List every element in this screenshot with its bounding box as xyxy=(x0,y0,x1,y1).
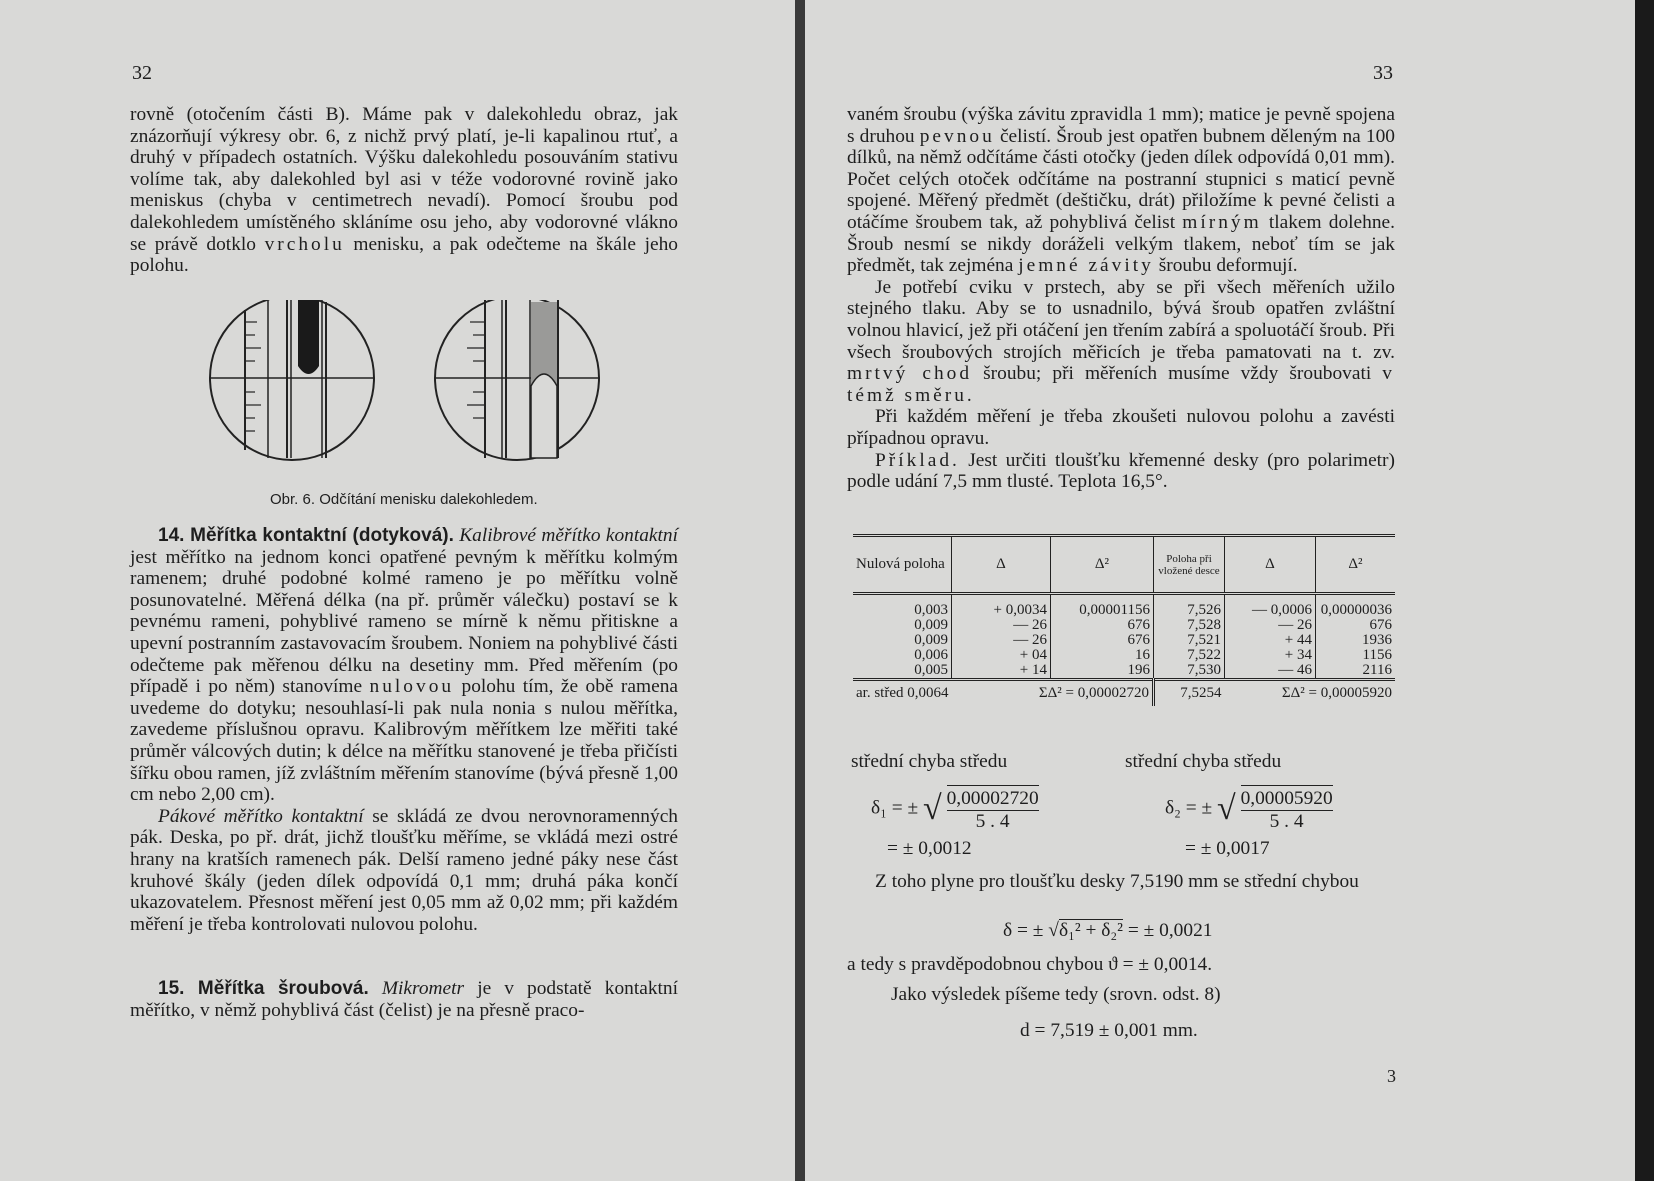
summary-cell: ar. střed 0,0064 xyxy=(856,684,949,701)
figure-mercury xyxy=(210,300,374,460)
table-summary-row xyxy=(853,680,1395,706)
table-row xyxy=(853,633,1395,648)
probable-error-text: a tedy s pravděpodobnou chybou ϑ = ± 0,0014. xyxy=(847,954,1213,975)
table-cell: 196 xyxy=(1050,663,1153,680)
table-cell: 676 xyxy=(1315,618,1395,633)
page-number-left: 32 xyxy=(132,62,152,84)
col-header: Nulová poloha xyxy=(856,556,945,572)
table-row xyxy=(853,663,1395,680)
section-15: 15. Měřítka šroubová. Mikrometr je v podstatě kontaktní měřítko, v němž pohyblivá část (čelist) je na přesně praco- xyxy=(130,978,678,1021)
table-cell: 676 xyxy=(1050,633,1153,648)
table-cell: 0,009 xyxy=(914,617,948,633)
table-row xyxy=(853,594,1395,619)
delta1-result: = ± 0,0012 xyxy=(887,838,972,859)
col-header: Δ xyxy=(1224,536,1315,594)
summary-cell: 7,5254 xyxy=(1180,684,1222,701)
table-cell: 1936 xyxy=(1315,633,1395,648)
table-cell: 0,005 xyxy=(914,662,948,678)
table-cell: 7,522 xyxy=(1153,648,1224,663)
table-cell: 16 xyxy=(1050,648,1153,663)
table-cell: + 44 xyxy=(1224,633,1315,648)
col-header: Poloha při vložené desce xyxy=(1153,536,1224,594)
section-14-title: 14. Měřítka kontaktní (dotyková). xyxy=(158,525,454,546)
book-gutter xyxy=(795,0,805,1181)
summary-cell: ΣΔ² = 0,00002720 xyxy=(951,680,1153,706)
delta2-result: = ± 0,0017 xyxy=(1185,838,1270,859)
table-cell: 7,521 xyxy=(1153,633,1224,648)
table-cell: + 34 xyxy=(1224,648,1315,663)
right-text-top: vaném šroubu (výška závitu zpravidla 1 mm); matice je pevně spojena s druhou pevnou čelistí. Šroub jest opatřen bubnem děleným na 100 dílků, na němž odčítáme části otočky (jeden dílek odpovídá 0,01 mm). Počet celých otoček odčítáme na postranní stupnici s maticí pevně spojené. Měřený předmět (deštičku, drát) přiložíme k pevné čelisti a otáčíme šroubem tak, až pohyblivá čelist mírným tlakem dolehne. Šroub nesmí se nikdy doráželi velkým tlakem, neboť tím se jak předmět, tak zejména jemné závity šroubu deformují. Je potřebí cviku v prstech, aby se při všech měřeních užilo stejného tlaku. Aby se to usnadnilo, bývá šroub opatřen zvláštní volnou hlavicí, jež při otáčení jen třením zabírá a spoluotáčí šroub. Při všech šroubových strojích měřicích je třeba pamatovati na t. zv. mrtvý chod šroubu; při měřeních musíme vždy šroubovati v témž směru. Při každém měření je třeba zkoušeti nulovou polohu a zavésti případnou opravu. Příklad. Jest určiti tloušťku křemenné desky (pro polarimetr) podle udání 7,5 mm tlusté. Teplota 16,5°. xyxy=(847,104,1395,493)
delta2-formula: δ₂ = ± √ $\frac{0,00005920}{5 . 4}$ xyxy=(1165,785,1333,833)
table-cell: 0,00000036 xyxy=(1315,594,1395,619)
error-label-2: střední chyba středu xyxy=(1125,751,1282,772)
table-header-row xyxy=(853,536,1395,594)
combined-error-formula: δ = ± √δ₁² + δ₂² = ± 0,0021 xyxy=(1003,920,1213,941)
table-cell: + 04 xyxy=(951,648,1050,663)
meniscus-figure xyxy=(205,300,605,475)
table-cell: 676 xyxy=(1050,618,1153,633)
table-cell: 0,009 xyxy=(914,632,948,648)
col-header: Δ xyxy=(951,536,1050,594)
paragraph-zero-check: Při každém měření je třeba zkoušeti nulovou polohu a zavésti případnou opravu. xyxy=(847,406,1395,449)
section-15-title: 15. Měřítka šroubová. xyxy=(158,978,369,999)
page-number-right: 33 xyxy=(1373,62,1393,84)
table-cell: 1156 xyxy=(1315,648,1395,663)
conclusion-text: Z toho plyne pro tloušťku desky 7,5190 mm se střední chybou xyxy=(875,871,1359,892)
col-header: Δ² xyxy=(1315,536,1395,594)
table-row xyxy=(853,618,1395,633)
error-label-1: střední chyba středu xyxy=(851,751,1008,772)
right-page xyxy=(805,0,1635,1181)
final-result: d = 7,519 ± 0,001 mm. xyxy=(1020,1020,1198,1041)
table-cell: 7,528 xyxy=(1153,618,1224,633)
table-cell: 0,003 xyxy=(914,602,948,618)
summary-cell: ΣΔ² = 0,00005920 xyxy=(1281,684,1392,701)
table-cell: 0,00001156 xyxy=(1050,594,1153,619)
table-cell: — 26 xyxy=(951,633,1050,648)
table-cell: + 14 xyxy=(951,663,1050,680)
table-row xyxy=(853,648,1395,663)
table-cell: 7,526 xyxy=(1153,594,1224,619)
page-edge xyxy=(1635,0,1654,1181)
table-cell: — 26 xyxy=(951,618,1050,633)
table-cell: — 0,0006 xyxy=(1224,594,1315,619)
table-cell: 7,530 xyxy=(1153,663,1224,680)
signature-mark: 3 xyxy=(1387,1066,1396,1086)
figure-other-liquid xyxy=(435,300,599,460)
left-page xyxy=(0,0,795,1181)
section-14: 14. Měřítka kontaktní (dotyková). Kalibrové měřítko kontaktní jest měřítko na jednom konci opatřené pevným k měřítku kolmým ramenem; druhé podobné kolmé rameno je po měřítku volně posunovatelné. Měřená délka (na př. průměr válečku) postaví se k pevnému rameni, pohyblivé rameno se mírně k němu přitiskne a upevní postranním zastavovacím šroubem. Noniem na pohyblivé části odečteme pak měřenou délku na desetiny mm. Před měřením (po případě i po něm) stanovíme nulovou polohu tím, že obě ramena uvedeme do dotyku; nesouhlasí-li pak nula nonia s nulou měřítka, zavedeme příslušnou opravu. Kalibrovým měřítkem lze měřiti také průměr válcových dutin; k délce na měřítku stanovené je třeba přičísti šířku obou ramen, jíž zvláštním měřením stanovíme (bývá přesně 1,00 cm nebo 2,00 cm). Pákové měřítko kontaktní se skládá ze dvou nerovnoramenných pák. Deska, po př. drát, jichž tloušťku měříme, se vkládá mezi ostré hrany na kratších ramenech pák. Delší rameno jedné páky nese část kruhové škály (jeden dílek odpovídá 0,1 mm; druhá páka končí ukazovatelem. Přesnost měření jest 0,05 mm až 0,02 mm; při každém měření je třeba kontrolovati nulovou polohu. xyxy=(130,525,679,935)
table-cell: 2116 xyxy=(1315,663,1395,680)
figure-caption: Obr. 6. Odčítání menisku dalekohledem. xyxy=(270,491,538,508)
table-cell: 0,006 xyxy=(914,647,948,663)
table-cell: — 46 xyxy=(1224,663,1315,680)
left-intro-paragraph: rovně (otočením části B). Máme pak v dalekohledu obraz, jak znázorňují výkresy obr. 6, z nichž prvý platí, je-li kapalinou rtuť, a druhý v případech ostatních. Výšku dalekohledu posouváním stativu volíme tak, aby dalekohled byl asi v téže vodorovné rovině jako meniskus (chyba v centimetrech nevadí). Pomocí šroubu pod dalekohledem umístěného skláníme osu jeho, aby vodorovné vlákno se právě dotklo vrcholu menisku, a pak odečteme na škále jeho polohu. xyxy=(130,104,678,277)
col-header: Δ² xyxy=(1050,536,1153,594)
result-intro: Jako výsledek píšeme tedy (srovn. odst. 8) xyxy=(891,984,1221,1005)
delta1-formula: δ₁ = ± √ $\frac{0,00002720}{5 . 4}$ xyxy=(871,785,1039,833)
measurement-table xyxy=(853,534,1395,706)
table-cell: — 26 xyxy=(1224,618,1315,633)
table-cell: + 0,0034 xyxy=(951,594,1050,619)
